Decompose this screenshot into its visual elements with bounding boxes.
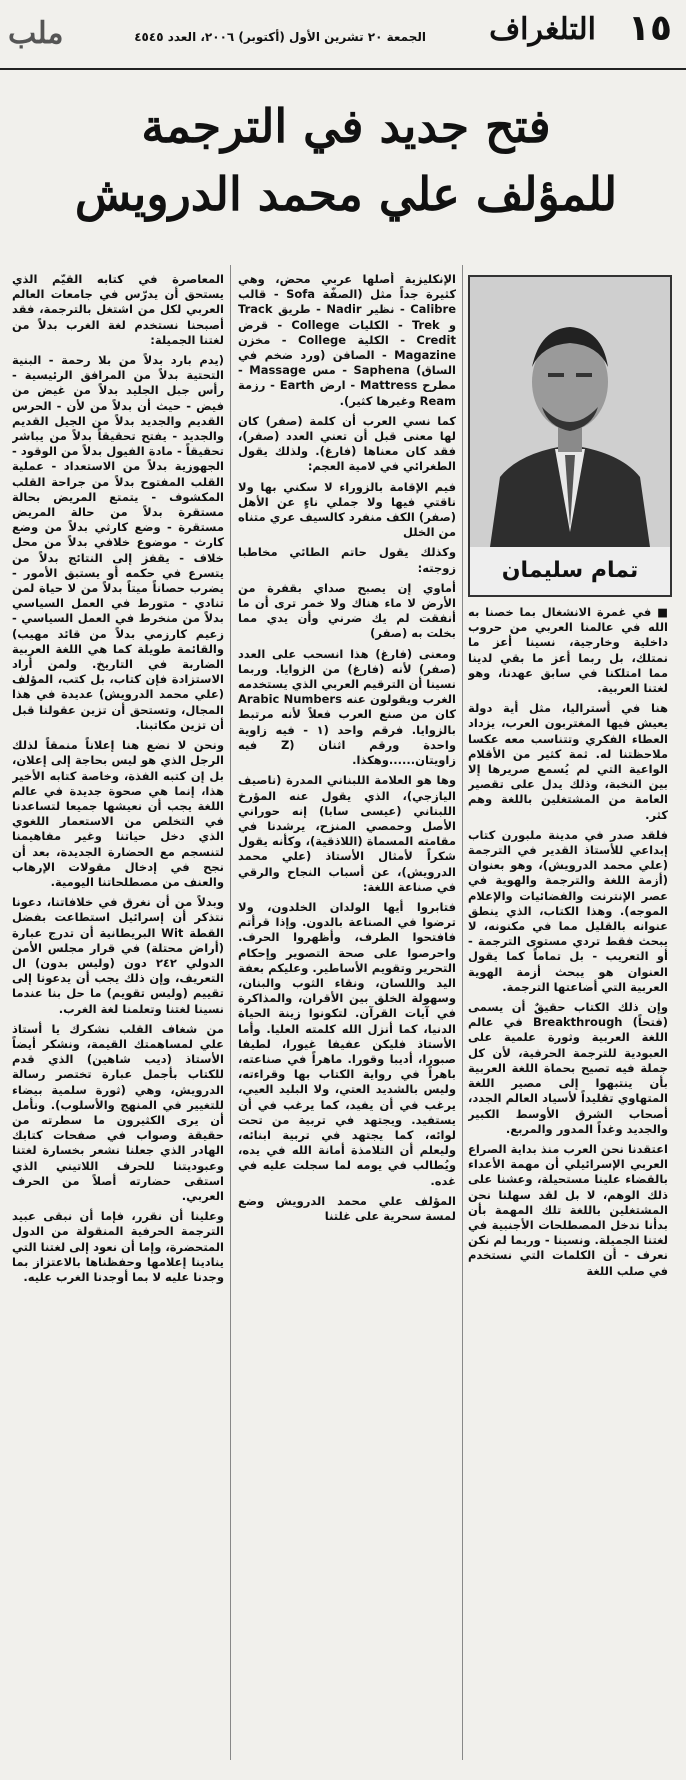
paragraph: فلقد صدر في مدينة ملبورن كتاب إبداعي للأستاذ القدير في الترجمة (علي محمد الدرويش)، وهو بعنوان (أزمة اللغة والترجمة والهوية في عصر الإنترنت والفضائيات والإعلام الموجه). وهذا الكتاب، الذي ينطق عنوانه بالقليل مما في مكنونه، لا يبحث فقط تردي مستوى الترجمة - أو التعريب - بل تماماً كما يقول العنوان هو يبحث أزمة الهوية العربية التي أضاعتها الترجمة. bbox=[468, 827, 668, 994]
paragraph: وإن ذلك الكتاب حقيقٌ أن يسمى (فتحاً) Breakthrough في عالم اللغة العربية وثورة علمية على العبودية للترجمة الحرفية، لأن كل جملة فيه تصيح بحماة اللغة العربية بأن ينتبهوا إلى مصير اللغة المتهاوي تقليداً لأسياد العالم الجدد، أصحاب الشرق الأوسط الكبير والجديد وغداً المدور والمربع. bbox=[468, 1000, 668, 1136]
section-tag: ملب bbox=[8, 16, 64, 51]
paragraph: كما نسي العرب أن كلمة (صفر) كان لها معنى قبل أن تعني العدد (صفر)، فقد كان معناها (فارغ). ولذلك يقول الطغرائي في لامية العجم: bbox=[238, 413, 456, 474]
headline-line-1: فتح جديد في الترجمة bbox=[141, 99, 551, 153]
paragraph: اعتقدنا نحن العرب منذ بداية الصراع العربي الإسرائيلي أن مهمة الأعداء بالقضاء علينا مستحيلة، وعشنا على ذلك الوهم، لا بل لقد سهلنا نحن المشتغلين باللغة تلك المهمة بأن بدأنا ندخل المصطلحات الأجنبية في لغتنا الجميلة. ونسينا - وربما لم نكن نعرف - أن الكلمات التي نستخدم في صلب اللغة bbox=[468, 1141, 668, 1278]
column-divider bbox=[462, 265, 463, 1760]
article-column-right bbox=[468, 605, 668, 1765]
paragraph: الإنكليزية أصلها عربي محض، وهي كثيرة جداً مثل (الصفّة Sofa - قالب Calibre - نظير Nadir - طريق Track و Trek - الكليات College - قرض Credit - الكلية College - مخزن Magazine - الصافن (ورد ضخم في الساق) Saphena - مس Massage - مطرح Mattress - ارض Earth - رزمة Ream وغيرها كثير). bbox=[238, 272, 456, 408]
page-number: ١٥ bbox=[628, 8, 672, 49]
paragraph: وعلينا أن نقرر، فإما أن نبقى عبيد الترجمة الحرفية المنقولة من الدول المتحضرة، وإما أن نعود إلى لغتنا التي ينادينا إعلامها وحفظناها بالاعتزاز بما وجدنا عليه لا بما أوجدنا الغرب عليه. bbox=[12, 1209, 224, 1284]
masthead bbox=[0, 0, 686, 70]
paragraph: ومعنى (فارغ) هذا انسحب على العدد (صفر) لأنه (فارغ) من الزوايا. وربما نسينا أن الترقيم العربي الذي يستخدمه الغرب ويقولون عنه Arabic Numbers كان من صنع العرب فعلاً لأنه مرتبط بالزوايا. فرقم واحد (١ - فيه زاوية واحدة ورقم اثنان (Z فيه زاويتان......وهكذا. bbox=[238, 646, 456, 768]
paragraph: ونحن لا نضع هنا إعلاناً منمقاً لذلك الرجل الذي هو ليس بحاجة إلى إعلان، بل إن كتبه الفذة، وخاصة كتابه الأخير هذا، إنما هي صحوة جديدة في عالم اللغة يجب أن نعيشها جميعا لتساعدنا في التخلص من الاستعمار اللغوي الذي دخل حياتنا وغير مفاهيمنا لتنسجم مع الحضارة الجديدة، بعد أن نجح في إدخال مقولات الإرهاب والعنف من مصطلحاتنا اليومية. bbox=[12, 738, 224, 889]
poetry-verse: فيم الإقامة بالزوراء لا سكني بها ولا ناقتي فيها ولا جملي ناءٍ عن الأهل (صفر) الكف منفرد كالسيف عري متناه من الخلل bbox=[238, 479, 456, 540]
newspaper-name: التلغراف bbox=[489, 12, 596, 47]
paragraph: من شغاف القلب نشكرك يا أستاذ علي لمساهمتك القيمة، ونشكر أيضاً الأستاذ (ديب شاهين) الذي قدم للكتاب بأجمل عبارة تختصر رسالة الدرويش، وهي (ثورة سلمية بيضاء للتغيير في المنهج والأسلوب). ونأمل أن يرى الكثيرون ما سطرته من حقيقة وصواب في صفحات كتابك الهادر الذي جعلنا نشعر بخسارة لغتنا وعبوديتنا للحرف اللاتيني الذي استقى حضارته أصلاً من الحرف العربي. bbox=[12, 1021, 224, 1203]
paragraph: المؤلف علي محمد الدرويش وضع لمسة سحرية على غلتنا bbox=[238, 1193, 456, 1223]
paragraph: هنا في أستراليا، مثل أية دولة يعيش فيها المغتربون العرب، يزداد العطاء الفكري وتتناسب معه عكسا ملاحظتنا له. ثمة كثير من الأقلام الواعية التي لم يُسمع صريرها إلا بين النخبة، وذلك يدل على تقصير العامة من المشتغلين باللغة وهم كثر. bbox=[468, 701, 668, 822]
paragraph: وها هو العلامة اللبناني المدرة (ناصيف اليازجي)، الذي يقول عنه المؤرخ اللبناني (عيسى سابا) إنه حوراني الأصل وحمصي المنزح، يرشدنا في مقامته المسماة (اللاذقية)، وكأنه يقول شكراً لأمثال الأستاذ (علي محمد الدرويش)، عن أسباب النجاح والرقي في صناعة اللغة: bbox=[238, 773, 456, 894]
paragraph: وبدلاً من أن نغرق في خلافاتنا، دعونا نتذكر أن إسرائيل استطاعت بفضل القطة Wit البريطانية أن تدرج عبارة (أراض محتلة) في قرار مجلس الأمن الدولي ٢٤٢ دون (وليس بدون) ال التعريف، وإن ذلك يجب أن يدعونا إلى تقييم (وليس تقويم) ما حل بنا عندما نسينا لغتنا وتعلمنا لغة الغرب. bbox=[12, 895, 224, 1016]
article-column-middle bbox=[238, 272, 456, 1767]
author-photo bbox=[468, 275, 672, 597]
poetry-verse: أماوي إن يصبح صداي بقفرة من الأرض لا ماء هناك ولا خمر ترى أن ما أنفقت لم يك ضرني وأن يدي مما بخلت به (صفر) bbox=[238, 580, 456, 641]
paragraph: المعاصرة في كتابه القيّم الذي يستحق أن يدرّس في جامعات العالم العربي لكل من اشتغل بالترجمة، فقد أصبحنا نستخدم لغة الغرب بدلاً من لغتنا الجميلة: bbox=[12, 272, 224, 347]
paragraph: ■ في غمرة الانشغال بما خصنا به الله في عالمنا العربي من حروب داخلية وخارجية، نسينا أعز ما نمتلك، بل ربما أعز ما بقي لدينا مما امتلكنا في سابق عهدنا، وهو لغتنا العربية. bbox=[468, 605, 668, 696]
headline-line-2: للمؤلف علي محمد الدرويش bbox=[74, 167, 618, 221]
article-headline bbox=[26, 92, 666, 228]
portrait-image bbox=[470, 277, 670, 547]
quoted-passage: فتابروا أيها الولدان الخلدون، ولا ترضوا في الصناعة بالدون. وإذا قرأتم فافتحوا الطرف، وأظهروا الحرف. واحرصوا على صحة التصوير وإحكام التحرير وتقويم الأساطير. وعليكم بعفة اليد واللسان، ونقاء الثوب والبنان، وسهولة الخلق بين الأقران، والمذاكرة في آيات القرآن. لتكونوا زينة الحياة الدنيا، كما أنزل الله كلمته العليا. وأما الأستاذ فليكن عفيفا غيورا، لطيفا صبورا، أديبا وقورا. ماهراً في صناعته، باهراً في رواية الكتاب بها وقراءته، وليس بالشديد العتي، ولا البليد العيي، يرغب في أن يفيد، كما يرغب في أن يستفيد. ويجتهد في تربية من تحت لوائه، كما يجتهد في تربية ابنائه، وليعلم أن التلامذة أمانة الله في يده، ويُطالب في يومه لما سجلت عليه في غده. bbox=[238, 899, 456, 1188]
paragraph: وكذلك يقول حاتم الطائي مخاطبا زوجته: bbox=[238, 545, 456, 575]
article-column-left bbox=[12, 272, 224, 1767]
issue-date-line: الجمعة ٢٠ تشرين الأول (أكتوبر) ٢٠٠٦، العدد ٤٥٤٥ bbox=[134, 30, 426, 44]
photo-caption: تمام سليمان bbox=[470, 547, 670, 595]
column-divider bbox=[230, 265, 231, 1760]
paragraph: (يدم بارد بدلاً من بلا رحمة - البنية التحتية بدلاً من المرافق الرئيسية - رأس جبل الجليد بدلاً من غيض من فيض - حيث أن بدلاً من لأن - الحرس القديم والجديد بدلاً من الجيل القديم والجديد - يفتح تحقيقاً بدلاً من يباشر تحقيقاً - مادة الفيول بدلاً من الوقود - الجهوزية بدلاً من الاستعداد - عملية القلب المفتوح بدلاً من جراحة القلب المكشوف - يتمتع المريض بحالة مستقرة بدلاً من حالة المريض مستقرة - وضع كارثي بدلاً من وضع كارث - موضوع خلافي بدلاً من محل خلاف - يقفز إلى النتائج بدلاً من يتسرع في حكمه أو يستبق الأمور - يضرب حصاناً ميتاً بدلاً من لا حياة لمن تنادي - متورط في العمل السياسي بدلاً من منخرط في العمل السياسي - زعيم كارزمي بدلاً من قائد مهيب) والقائمة طويلة كما هي اللغة العربية الضاربة في التاريخ. ولمن أراد الاستزادة فإن كتاب، بل كتب، المؤلف (علي محمد الدرويش) عديدة في هذا المجال، وتستحق أن تزين عقولنا قبل أن تزين مكاتبنا. bbox=[12, 353, 224, 732]
